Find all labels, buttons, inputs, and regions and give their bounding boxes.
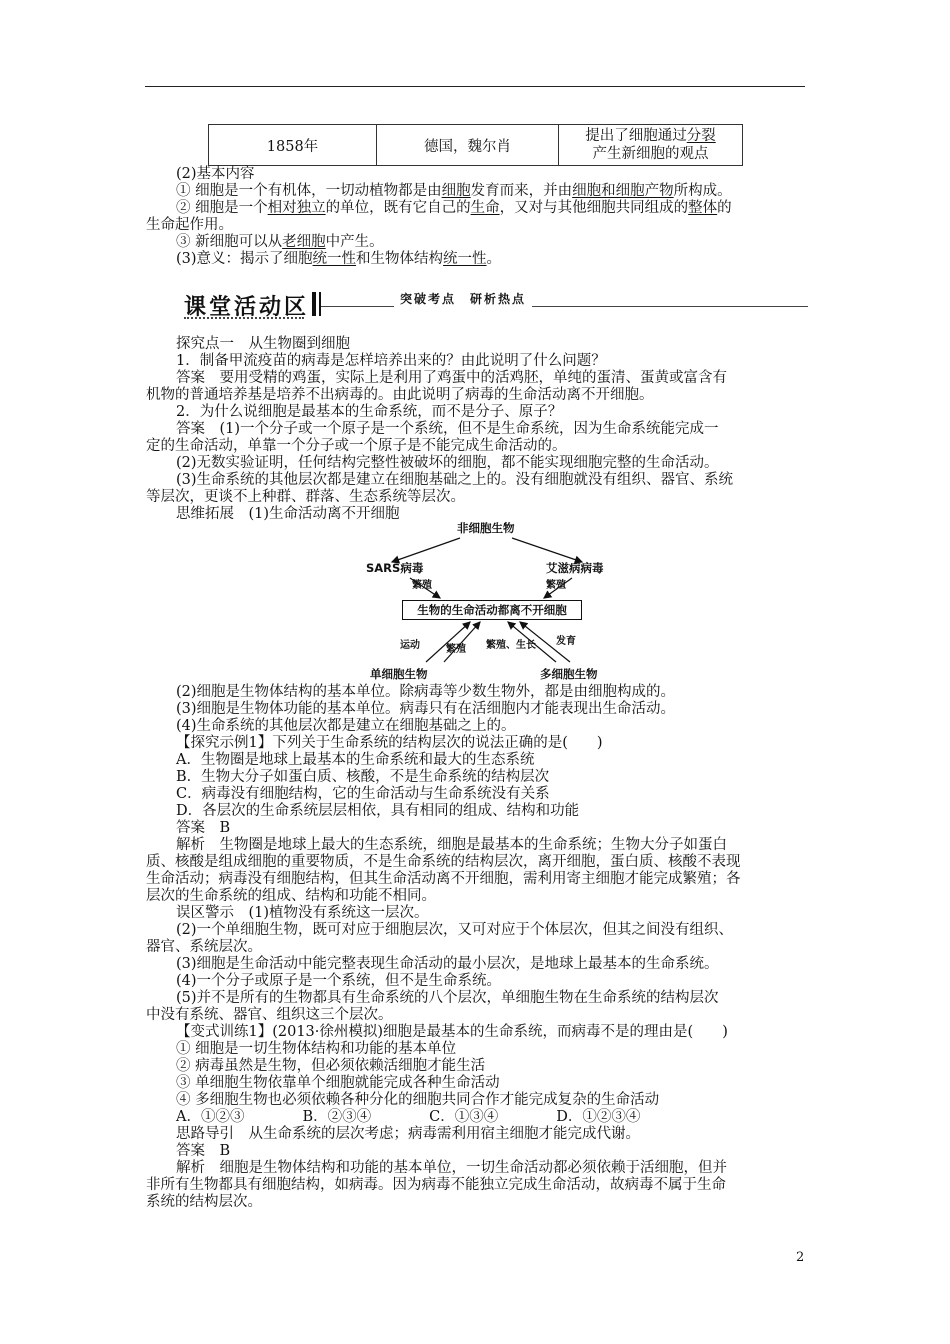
variant-options: A．①②③ B．②③④ C．①③④ D．①②③④ [176, 1109, 641, 1125]
after-diagram-section: (2)细胞是生物体结构的基本单位。除病毒等少数生物外，都是由细胞构成的。 (3)细胞是生物体功能的基本单位。病毒只有在活细胞内才能表现出生命活动。 (4)生命系统的其他层次都是建立在细胞基础之上的。 【探究示例1】下列关于生命系统的结构层次的说法正确的是( ) A．生物圈是地球上最基本的生命系统和最大的生态系统 B．生物大分子如蛋白质、核酸，不是生命系统的结构层次 C．病毒没有细胞结构，它的生命活动与生命系统没有关系 D．各层次的生命系统层层相依，具有相同的组成、结构和功能 答案 B 解析 生物圈是地球上最大的生态系统，细胞是最基本的生命系统；生物大分子如蛋白 质、核酸是组成细胞的重要物质，不是生命系统的结构层次，离开细胞，蛋白质、核酸不表现 生命活动；病毒没有细胞结构，但其生命活动离不开细胞，需利用寄主细胞才能完成繁殖；各 层次的生命系统的组成、结构和功能不相同。 误区警示 (1)植物没有系统这一层次。 (2)一个单细胞生物，既可对应于细胞层次，又可对应于个体层次，但其之间没有组织、 器官、系统层次。 (3)细胞是生命活动中能完整表现生命活动的最小层次，是地球上最基本的生命系统。 (4)一个分子或原子是一个系统，但不是生命系统。 (5)并不是所有的生物都具有生命系统的八个层次，单细胞生物在生命系统的结构层次 中没有系统、器官、组织这三个层次。 【变式训练1】(2013·徐州模拟)细胞是最基本的生命系统，而病毒不是的理由是( ) ① 细胞是一切生物体结构和功能的基本单位 ② 病毒虽然是生物，但必须依赖活细胞才能生活 ③ 单细胞生物依靠单个细胞就能完成各种生命活动 ④ 多细胞生物也必须依赖各种分化的细胞共同合作才能完成复杂的生命活动 A．①②③ B．②③④ C．①③④ D．①②③④ 思路导引 从生命系统的层次考虑；病毒需利用宿主细胞才能完成代谢。 答案 B 解析 细胞是生物体结构和功能的基本单位，一切生命活动都必须依赖于活细胞，但并 非所有生物都具有细胞结构，如病毒。因为病毒不能独立完成生命活动，故病毒不属于生命 系统的结构层次。 [176, 684, 808, 1211]
option-d: D．各层次的生命系统层层相依，具有相同的组成、结构和功能 [176, 803, 580, 819]
header-rule [145, 86, 805, 87]
label-reproduce-right: 繁殖 [546, 580, 566, 591]
label-hiv: 艾滋病病毒 [546, 561, 604, 575]
page-number: 2 [796, 1250, 805, 1265]
basic-line-3: ③ 新细胞可以从老细胞中产生。 [176, 234, 384, 250]
label-unicellular: 单细胞生物 [370, 667, 428, 681]
option-b: B．生物大分子如蛋白质、核酸，不是生命系统的结构层次 [176, 769, 550, 785]
year-cell: 1858年 [209, 125, 377, 166]
option-c: C．病毒没有细胞结构，它的生命活动与生命系统没有关系 [176, 786, 550, 802]
answer: 答案 B [176, 820, 231, 836]
person-cell: 德国，魏尔肖 [377, 125, 559, 166]
basic-content [146, 166, 808, 268]
label-grow: 繁殖、生长 [486, 640, 536, 651]
banner-title: 课堂活动区 [184, 295, 310, 320]
option-a: A．生物圈是地球上最基本的生命系统和最大的生态系统 [176, 752, 535, 768]
example-question: 【探究示例1】下列关于生命系统的结构层次的说法正确的是( ) [176, 735, 603, 751]
variant-answer: 答案 B [176, 1143, 231, 1159]
basic-heading: (2)基本内容 [176, 166, 255, 182]
description-cell: 提出了细胞通过分裂 产生新细胞的观点 [559, 125, 743, 166]
history-table [208, 124, 743, 166]
table-row [209, 125, 743, 166]
section-banner [176, 290, 808, 320]
label-move: 运动 [400, 640, 420, 651]
basic-line-1: ① 细胞是一个有机体，一切动植物都是由细胞发育而来，并由细胞和细胞产物所构成。 [176, 183, 732, 199]
label-reproduce-bottom: 繁殖 [446, 644, 466, 655]
variant-question: 【变式训练1】(2013·徐州模拟)细胞是最基本的生命系统，而病毒不是的理由是( ) [176, 1024, 728, 1040]
label-non-cellular: 非细胞生物 [457, 521, 515, 535]
banner-subtitle: 突破考点 研析热点 [394, 290, 532, 307]
banner-dots [184, 317, 304, 319]
label-develop: 发育 [556, 636, 576, 647]
life-cell-diagram [360, 518, 630, 688]
basic-line-2: ② 细胞是一个相对独立的单位，既有它自己的生命，又对与其他细胞共同组成的整体的 [176, 200, 732, 216]
basic-line-4: (3)意义：揭示了细胞统一性和生物体结构统一性。 [176, 251, 502, 267]
basic-line-2b: 生命起作用。 [146, 217, 233, 233]
label-multicellular: 多细胞生物 [540, 667, 598, 681]
explore-section: 探究点一 从生物圈到细胞 1．制备甲流疫苗的病毒是怎样培养出来的？由此说明了什么问题？ 答案 要用受精的鸡蛋，实际上是利用了鸡蛋中的活鸡胚，单纯的蛋清、蛋黄或富含有 机物的普通培养基是培养不出病毒的。由此说明了病毒的生命活动离不开细胞。 2．为什么说细胞是最基本的生命系统，而不是分子、原子？ 答案 (1)一个分子或一个原子是一个系统，但不是生命系统，因为生命系统能完成一 定的生命活动，单靠一个分子或一个原子是不能完成生命活动的。 (2)无数实验证明，任何结构完整性被破坏的细胞，都不能实现细胞完整的生命活动。 (3)生命系统的其他层次都是建立在细胞基础之上的。没有细胞就没有组织、器官、系统 等层次，更谈不上种群、群落、生态系统等层次。 思维拓展 (1)生命活动离不开细胞 [146, 336, 734, 522]
label-sars: SARS病毒 [366, 561, 424, 575]
label-reproduce-left: 繁殖 [412, 580, 432, 591]
center-box: 生物的生命活动都离不开细胞 [402, 600, 582, 620]
